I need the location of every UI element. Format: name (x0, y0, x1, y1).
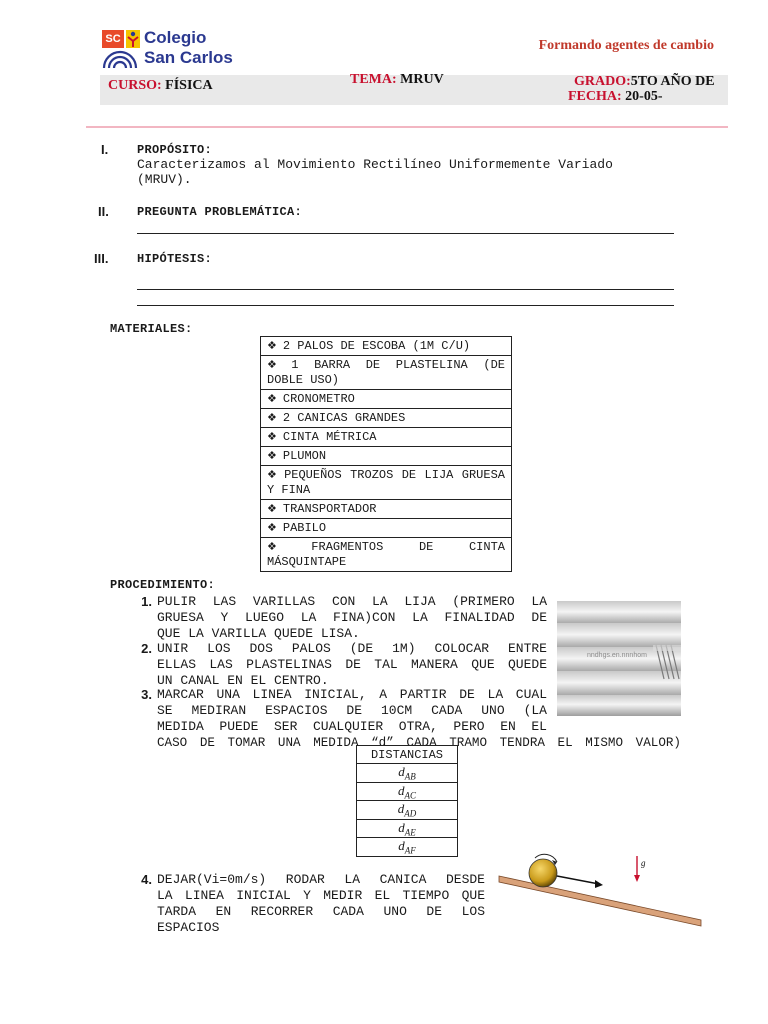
hipotesis-answer-line-2 (137, 305, 674, 306)
curso-value: FÍSICA (165, 78, 213, 93)
distance-symbol: d (398, 764, 405, 779)
table-row (261, 390, 512, 409)
logo-figure-icon (126, 30, 140, 48)
diamond-bullet-icon: ❖ (267, 339, 277, 352)
step-3-line-2: SE MEDIRAN ESPACIOS DE 10CM CADA UNO (LA (157, 703, 547, 718)
table-row (261, 519, 512, 538)
step-2-line-2: ELLAS LAS PLASTELINAS DE TAL MANERA QUE QUEDE (157, 657, 547, 672)
table-row (261, 356, 512, 390)
table-row (261, 337, 512, 356)
pregunta-answer-line (137, 233, 674, 234)
step-4-line-4: ESPACIOS (157, 920, 220, 935)
fecha-field (568, 89, 663, 105)
table-row (357, 801, 458, 820)
proposito-line-2: (MRUV). (137, 172, 192, 187)
tema-value: MRUV (400, 72, 444, 87)
proposito-line-1: Caracterizamos al Movimiento Rectilíneo Uniformemente Variado (137, 157, 613, 172)
distance-subscript: AB (404, 771, 416, 782)
table-row (261, 538, 512, 572)
fecha-label: FECHA: (568, 89, 622, 104)
table-row (261, 428, 512, 447)
materiales-title: MATERIALES: (110, 322, 193, 336)
logo-badge: SC (102, 30, 124, 48)
diamond-bullet-icon: ❖ (267, 392, 277, 405)
curso-label: CURSO: (108, 78, 162, 93)
distance-subscript: AD (404, 808, 417, 819)
table-row (357, 819, 458, 838)
step-4-number: 4. (141, 872, 152, 887)
step-2-number: 2. (141, 641, 152, 656)
distance-subscript: AE (404, 827, 416, 838)
step-2-line-1: UNIR LOS DOS PALOS (DE 1M) COLOCAR ENTRE (157, 641, 547, 656)
diamond-bullet-icon: ❖ (267, 468, 279, 481)
hipotesis-answer-line-1 (137, 289, 674, 290)
table-row (261, 409, 512, 428)
material-item: PLUMON (282, 449, 327, 463)
table-row (357, 746, 458, 764)
diamond-bullet-icon: ❖ (267, 540, 306, 553)
proposito-title: PROPÓSITO: (137, 143, 213, 157)
step-1-line-1: PULIR LAS VARILLAS CON LA LIJA (PRIMERO LA (157, 594, 547, 609)
material-item: CRONOMETRO (282, 392, 355, 406)
table-row (261, 500, 512, 519)
table-row (357, 764, 458, 783)
diamond-bullet-icon: ❖ (267, 521, 277, 534)
material-item: PEQUEÑOS TROZOS DE LIJA GRUESA Y FINA (267, 468, 505, 497)
pregunta-title: PREGUNTA PROBLEMÁTICA: (137, 205, 303, 219)
diamond-bullet-icon: ❖ (267, 430, 277, 443)
diamond-bullet-icon: ❖ (267, 358, 286, 371)
material-item: 1 BARRA DE PLASTELINA (DE DOBLE USO) (267, 358, 505, 387)
table-row (357, 782, 458, 801)
table-row (261, 466, 512, 500)
table-row (261, 447, 512, 466)
distance-subscript: AF (404, 845, 416, 856)
school-motto: Formando agentes de cambio (538, 38, 714, 53)
material-item: TRANSPORTADOR (282, 502, 377, 516)
section-2-number: II. (98, 204, 109, 219)
photo-watermark: nndhgs.en.nnnhom (587, 652, 647, 659)
diamond-bullet-icon: ❖ (267, 449, 277, 462)
tema-field (350, 72, 444, 88)
material-item: FRAGMENTOS DE CINTA MÁSQUINTAPE (267, 540, 505, 569)
distance-symbol: d (398, 838, 405, 854)
step-3-number: 3. (141, 687, 152, 702)
distances-table (356, 745, 458, 857)
step-2-line-3: UN CANAL EN EL CENTRO. (157, 673, 329, 688)
grado-value: 5TO AÑO DE (630, 74, 715, 89)
step-1-line-3: QUE LA VARILLA QUEDE LISA. (157, 626, 360, 641)
material-item: 2 CANICAS GRANDES (282, 411, 406, 425)
step-1-number: 1. (141, 594, 152, 609)
marble-ball (529, 859, 557, 887)
grado-label: GRADO: (574, 74, 631, 89)
tema-label: TEMA: (350, 72, 397, 87)
step-4-line-1: DEJAR(Vi=0m/s) RODAR LA CANICA DESDE (157, 872, 485, 887)
step-4-line-3: TARDA EN RECORRER CADA UNO DE LOS (157, 904, 485, 919)
step-3-line-1: MARCAR UNA LINEA INICIAL, A PARTIR DE LA CUAL (157, 687, 547, 702)
hipotesis-title: HIPÓTESIS: (137, 252, 213, 266)
grado-field (574, 74, 715, 90)
distance-symbol: d (397, 782, 405, 798)
diamond-bullet-icon: ❖ (267, 502, 277, 515)
section-3-number: III. (94, 251, 109, 266)
material-item: CINTA MÉTRICA (282, 430, 377, 444)
section-1-number: I. (101, 142, 109, 157)
gravity-label: g (641, 858, 646, 868)
fecha-value: 20-05- (625, 89, 663, 104)
distances-header: DISTANCIAS (357, 746, 458, 764)
material-item: PABILO (282, 521, 327, 535)
table-row (357, 838, 458, 857)
logo-waves-icon (102, 50, 140, 70)
curso-field (108, 78, 213, 94)
material-item: 2 PALOS DE ESCOBA (1M C/U) (282, 339, 471, 353)
header-divider (86, 126, 728, 128)
logo-text (144, 28, 233, 68)
distance-symbol: d (397, 801, 405, 817)
velocity-arrow-icon (557, 876, 599, 884)
distance-subscript: AC (404, 790, 416, 801)
step-4-line-2: LA LINEA INICIAL Y MEDIR EL TIEMPO QUE (157, 888, 485, 903)
school-logo (102, 28, 262, 72)
distance-symbol: d (398, 819, 405, 835)
step-1-line-2: GRUESA Y LUEGO LA FINA)CON LA FINALIDAD DE (157, 610, 547, 625)
broomsticks-photo (557, 601, 681, 716)
procedimiento-title: PROCEDIMIENTO: (110, 578, 216, 592)
materials-table (260, 336, 512, 572)
diamond-bullet-icon: ❖ (267, 411, 277, 424)
logo-line-1: Colegio (144, 28, 207, 47)
logo-line-2: San Carlos (144, 48, 233, 67)
step-3-line-4: CASO DE TOMAR UNA MEDIDA “d” CADA TRAMO TENDRA EL MISMO VALOR) (157, 736, 681, 750)
step-3-line-3: MEDIDA PUEDE SER CUALQUIER OTRA, PERO EN EL (157, 719, 547, 734)
inclined-plane-diagram (495, 846, 705, 936)
